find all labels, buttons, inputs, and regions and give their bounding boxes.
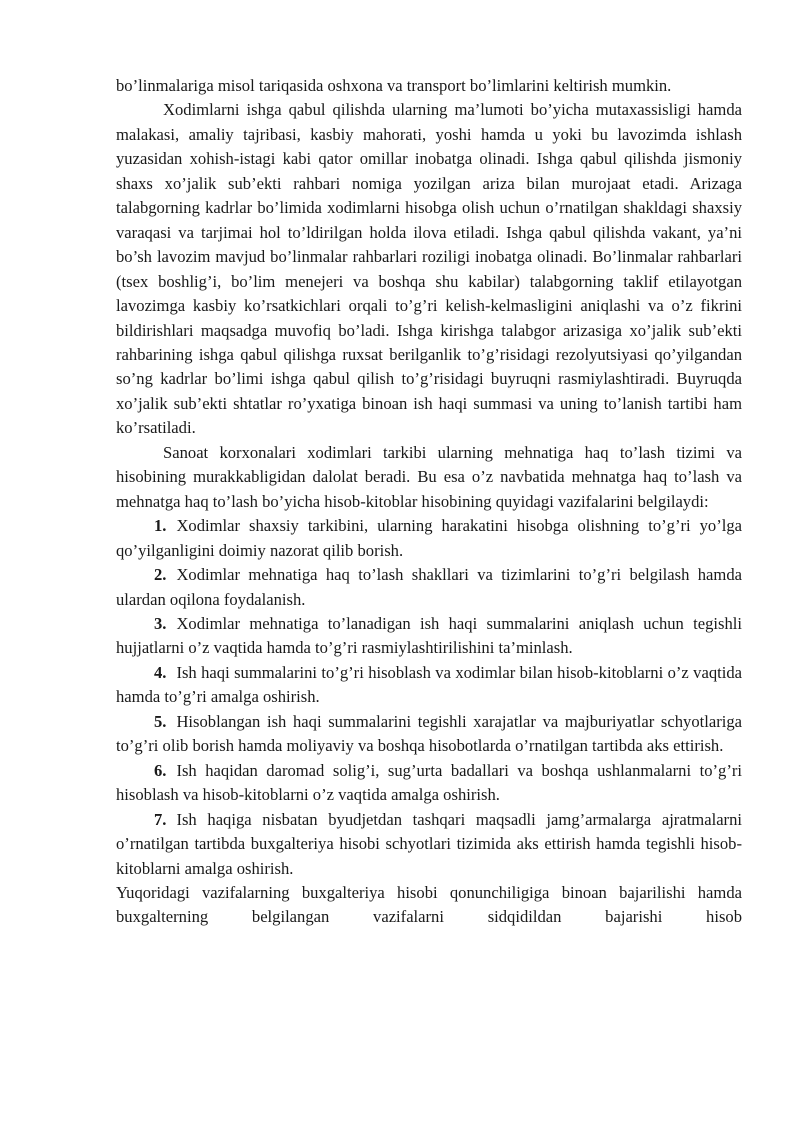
paragraph-hiring: Xodimlarni ishga qabul qilishda ularning ma’lumoti bo’yicha mutaxassisligi hamda malakasi, amaliy tajribasi, kasbiy mahorati, yoshi hamda u yoki bu lavozimda ishlash yuzasidan xohish-istagi kabi qator omillar inobatga olinadi. Ishga qabul qilishda jismoniy shaxs xo’jalik sub’ekti rahbari nomiga yozilgan ariza bilan murojaat etadi. Arizaga talabgorning kadrlar bo’limida xodimlarni hisobga olish uchun o’rnatilgan shakldagi shaxsiy varaqasi va tarjimai hol to’ldirilgan holda ilova etiladi. Ishga qabul qilishda vakant, ya’ni bo’sh lavozim mavjud bo’linmalar rahbarlari roziligi inobatga olinadi. Bo’linmalar rahbarlari (tsex boshlig’i, bo’lim menejeri va boshqa shu kabilar) talabgorning taklif etilayotgan lavozimga kasbiy ko’rsatkichlari orqali to’g’ri kelish-kelmasligini aniqlashi va o’z fikrini bildirishlari maqsadga muvofiq bo’ladi. Ishga kirishga talabgor arizasiga xo’jalik sub’ekti rahbarining ishga qabul qilishga ruxsat berilganlik to’g’risidagi rezolyutsiyasi qo’yilgandan so’ng kadrlar bo’limi ishga qabul qilish to’g’risidagi buyruqni rasmiylashtiradi. Buyruqda xo’jalik sub’ekti shtatlar ro’yxatiga binoan ish haqi summasi va uning to’lanish tartibi ham ko’rsatiladi. <box>116 100 742 438</box>
list-text: Xodimlar mehnatiga to’lanadigan ish haqi summalarini aniqlash uchun tegishli hujjatlarni o’z vaqtida hamda to’g’ri rasmiylashtirilishini ta’minlash. <box>116 613 742 658</box>
list-item <box>116 759 742 808</box>
list-text: Xodimlar shaxsiy tarkibini, ularning harakatini hisobga olishning to’g’ri yo’lga qo’yilganligini doimiy nazorat qilib borish. <box>116 516 742 560</box>
list-item <box>116 710 742 759</box>
list-text: Ish haqiga nisbatan byudjetdan tashqari maqsadli jamg’armalarga ajratmalarni o’rnatilgan tartibda buxgalteriya hisobi schyotlari tizimida aks ettirish hamda tegishli hisob-kitoblarni amalga oshirish. <box>116 809 742 878</box>
list-item <box>116 612 742 661</box>
list-number: 2. <box>154 565 167 585</box>
list-number: 1. <box>154 516 167 536</box>
paragraph-tasks-intro: Sanoat korxonalari xodimlari tarkibi ularning mehnatiga haq to’lash tizimi va hisobining murakkabligidan dalolat beradi. Bu esa o’z navbatida mehnatga haq to’lash va mehnatga haq to’lash bo’yicha hisob-kitoblar hisobining quyidagi vazifalarini belgilaydi: <box>116 442 742 511</box>
paragraph-closing: Yuqoridagi vazifalarning buxgalteriya hisobi qonunchiligiga binoan bajarilishi hamda buxgalterning belgilangan vazifalarni sidqidildan bajarishi hisob <box>116 882 742 927</box>
list-text: Ish haqi summalarini to’g’ri hisoblash va xodimlar bilan hisob-kitoblarni o’z vaqtida hamda to’g’ri amalga oshirish. <box>116 662 742 707</box>
list-number: 4. <box>154 662 167 682</box>
list-item <box>116 808 742 881</box>
list-text: Ish haqidan daromad solig’i, sug’urta badallari va boshqa ushlanmalarni to’g’ri hisoblash va hisob-kitoblarni o’z vaqtida amalga oshirish. <box>116 760 742 805</box>
list-number: 3. <box>154 613 167 633</box>
list-number: 7. <box>154 809 167 829</box>
list-number: 6. <box>154 760 167 780</box>
list-text: Xodimlar mehnatiga haq to’lash shakllari va tizimlarini to’g’ri belgilash hamda ulardan oqilona foydalanish. <box>116 565 742 609</box>
list-item <box>116 514 742 563</box>
list-item <box>116 563 742 612</box>
paragraph-intro: bo’linmalariga misol tariqasida oshxona va transport bo’limlarini keltirish mumkin. <box>116 76 672 95</box>
list-number: 5. <box>154 711 167 731</box>
list-item <box>116 661 742 710</box>
list-text: Hisoblangan ish haqi summalarini tegishli xarajatlar va majburiyatlar schyotlariga to’g’ri olib borish hamda moliyaviy va boshqa hisobotlarda o’rnatilgan tartibda aks ettirish. <box>116 711 742 756</box>
